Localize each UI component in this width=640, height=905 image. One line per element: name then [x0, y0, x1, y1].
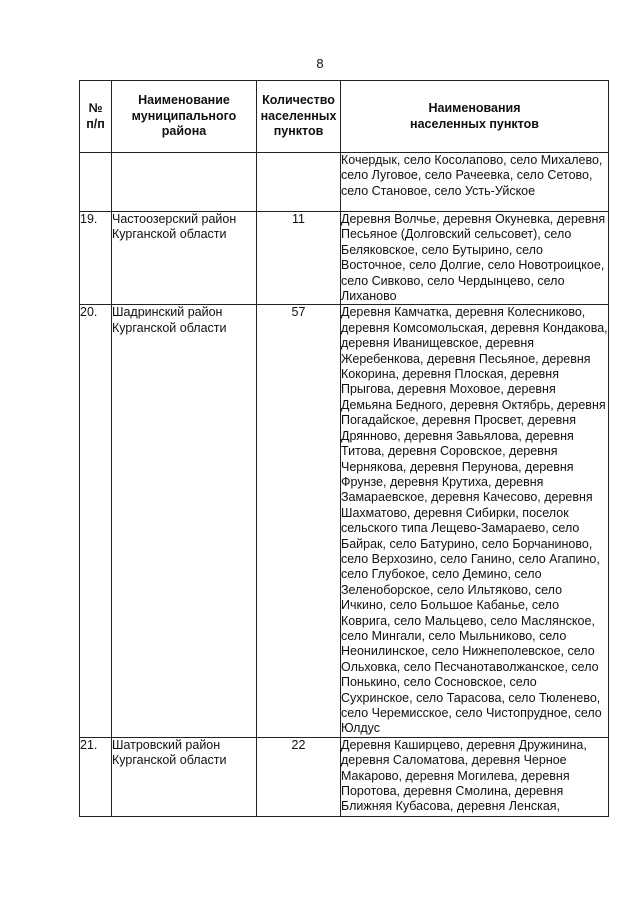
header-count-line: населенных — [260, 108, 337, 123]
header-district-line: Наименование — [138, 93, 230, 108]
row-num: 19. — [80, 212, 112, 305]
row-num — [80, 153, 112, 212]
table-row — [80, 737, 609, 816]
table-row — [80, 153, 609, 212]
row-places: Кочердык, село Косолапово, село Михалево, село Луговое, село Рачеевка, село Сетово, село Становое, село Усть-Уйское — [341, 153, 609, 212]
row-district: Шатровский район Курганской области — [112, 737, 257, 816]
row-count: 57 — [257, 305, 341, 737]
header-places-line: Наименования — [428, 100, 521, 115]
settlements-table — [79, 80, 609, 817]
header-num-line: п/п — [86, 116, 105, 131]
row-num: 20. — [80, 305, 112, 737]
row-count: 22 — [257, 737, 341, 816]
row-places: Деревня Камчатка, деревня Колесниково, деревня Комсомольская, деревня Кондакова, деревня Иванищевское, деревня Жеребенкова, деревня Песьяное, деревня Кокорина, деревня Плоская, деревня Прыгова, деревня Моховое, деревня Демьяна Бедного, деревня Октябрь, деревня Погадайское, деревня Просвет, деревня Дрянново, деревня Завьялова, деревня Титова, деревня Соровское, деревня Чернякова, деревня Перунова, деревня Фрунзе, деревня Крутиха, деревня Замараевское, деревня Качесово, деревня Шахматово, деревня Сибирки, поселок сельского типа Лещево-Замараево, село Байрак, село Батурино, село Борчаниново, село Верхозино, село Ганино, село Агапино, село Глубокое, село Демино, село Зеленоборское, село Ильтяково, село Ичкино, село Большое Кабанье, село Коврига, село Мальцево, село Маслянское, село Мингали, село Мыльниково, село Неонилинское, село Нижнеполевское, село Ольховка, село Песчанотаволжанское, село Понькино, село Сосновское, село Сухринское, село Тарасова, село Тюленево, село Черемисское, село Чистопрудное, село Юлдус — [341, 305, 608, 736]
header-district — [112, 81, 257, 153]
header-count — [257, 81, 341, 153]
header-places-line: населенных пунктов — [410, 116, 539, 131]
table-header-row — [80, 81, 609, 153]
row-places: Деревня Каширцево, деревня Дружинина, деревня Саломатова, деревня Черное Макарово, деревня Могилева, деревня Поротова, деревня Смолина, деревня Ближняя Кубасова, деревня Ленская, — [341, 737, 609, 816]
header-district-line: района — [161, 124, 207, 139]
row-district: Частоозерский район Курганской области — [112, 212, 257, 305]
table-row — [80, 212, 609, 305]
table-row — [80, 305, 609, 737]
row-count: 11 — [257, 212, 341, 305]
header-count-line: пунктов — [273, 124, 324, 139]
row-district — [112, 153, 257, 212]
header-places — [341, 81, 609, 153]
header-district-line: муниципального — [131, 108, 237, 123]
row-places: Деревня Волчье, деревня Окуневка, деревня Песьяное (Долговский сельсовет), село Беляковское, село Бутырино, село Восточное, село Долгие, село Новотроицкое, село Сивково, село Чердынцево, село Лиханово — [341, 212, 609, 305]
row-district: Шадринский район Курганской области — [112, 305, 257, 737]
header-num-line: № — [88, 100, 103, 115]
page-number: 8 — [316, 56, 324, 71]
header-num — [80, 81, 112, 153]
row-count — [257, 153, 341, 212]
header-count-line: Количество — [262, 93, 335, 108]
row-num: 21. — [80, 737, 112, 816]
